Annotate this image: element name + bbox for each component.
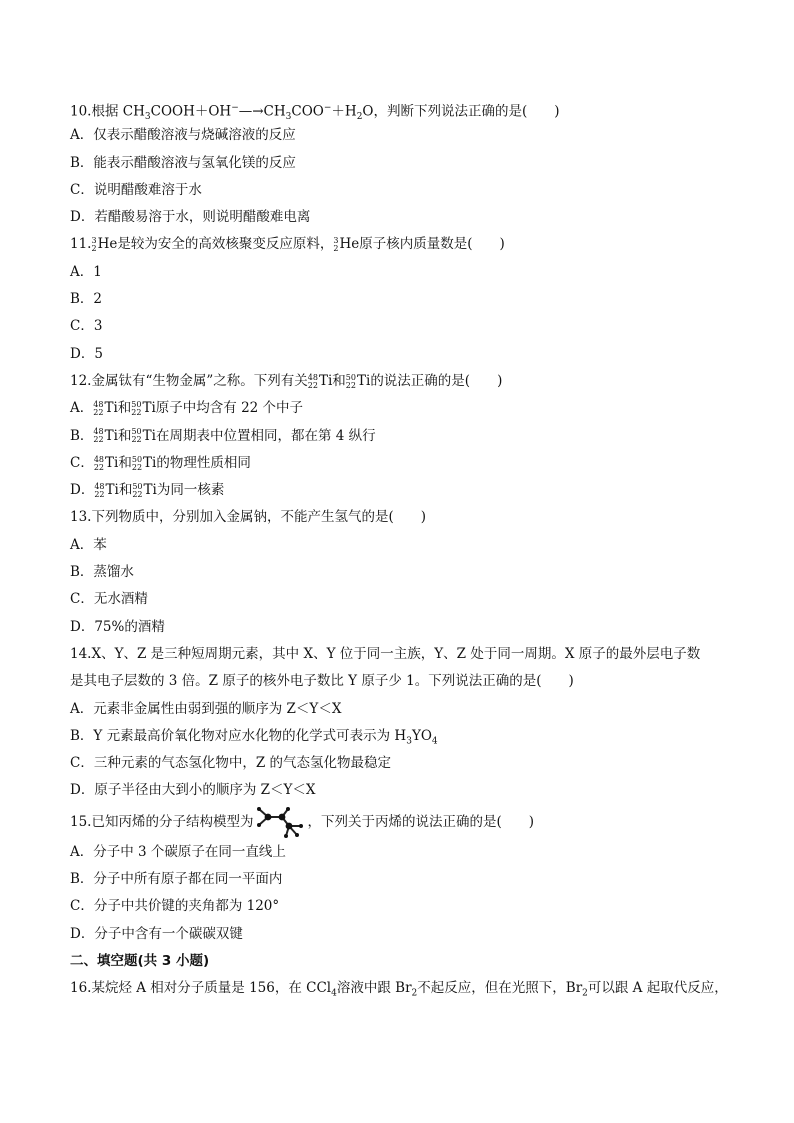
question-10-stem: 10.根据 $CH_3COOH+OH^-—\to CH_3COO^-+H_2O$，判断下列说法正确的是( ): [70, 103, 560, 123]
titanium-50-nuclide: 50 22 Ti: [131, 399, 156, 417]
question-15-option-a: A．分子中 3 个碳原子在同一直线上: [70, 843, 286, 860]
question-15-option-b: B．分子中所有原子都在同一平面内: [70, 871, 283, 888]
question-12-option-c: C． 48 22 Ti 和 50 22 Ti 的物理性质相同: [70, 450, 750, 477]
question-14-stem-line-1: 14.X、Y、Z 是三种短周期元素，其中 X、Y 位于同一主族，Y、Z 处于同一周期。X 原子的最外层电子数: [70, 645, 701, 662]
question-10-option-c: C．说明醋酸难溶于水: [70, 181, 202, 198]
question-13-option-c: C．无水酒精: [70, 591, 148, 608]
titanium-50-nuclide: 50 22 Ti: [131, 454, 157, 472]
question-12-stem: 12.金属钛有“生物金属”之称。下列有关 48 22 Ti 和 50 22 Ti 的说法正确的是( ): [70, 368, 750, 395]
propene-ball-and-stick-model: [255, 805, 305, 839]
question-14-option-b: B．Y 元素最高价氧化物对应水化物的化学式可表示为 $H_3YO_4$: [70, 727, 438, 747]
question-11-option-d: D．5: [70, 345, 103, 362]
question-14-option-c: C．三种元素的气态氢化物中，Z 的气态氢化物最稳定: [70, 755, 392, 772]
question-14-option-d: D．原子半径由大到小的顺序为 Z＜Y＜X: [70, 782, 316, 799]
question-14-stem-line-2: 是其电子层数的 3 倍。Z 原子的核外电子数比 Y 原子少 1。下列说法正确的是( ): [70, 673, 574, 690]
question-12-option-d: D． 48 22 Ti 和 50 22 Ti 为同一核素: [70, 477, 750, 504]
titanium-48-nuclide: 48 22 Ti: [93, 399, 118, 417]
question-12-option-b: B． 48 22 Ti 和 50 22 Ti 在周期表中位置相同，都在第 4 纵行: [70, 423, 750, 450]
question-13-stem: 13.下列物质中，分别加入金属钠，不能产生氢气的是( ): [70, 509, 427, 526]
question-11-option-c: C．3: [70, 318, 103, 335]
titanium-50-nuclide: 50 22 Ti: [131, 427, 156, 445]
question-10-option-b: B．能表示醋酸溶液与氢氧化镁的反应: [70, 154, 296, 171]
question-10-option-a: A．仅表示醋酸溶液与烧碱溶液的反应: [70, 127, 296, 144]
question-13-option-d: D．75%的酒精: [70, 618, 165, 635]
question-14-option-a: A．元素非金属性由弱到强的顺序为 Z＜Y＜X: [70, 700, 342, 717]
question-11-option-b: B．2: [70, 291, 103, 308]
question-10-option-d: D．若醋酸易溶于水，则说明醋酸难电离: [70, 209, 311, 226]
question-11-stem: 11. 3 2 He 是较为安全的高效核聚变反应原料， 3 2 He 原子核内质量数是( ): [70, 231, 750, 258]
question-13-option-a: A．苯: [70, 536, 107, 553]
question-16-stem: 16.某烷烃 A 相对分子质量是 156，在 CCl$_4$溶液中跟 $Br_2$不起反应，但在光照下，$Br_2$可以跟 A 起取代反应，: [70, 980, 728, 999]
question-sheet: [70, 95, 750, 1003]
question-13-option-b: B．蒸馏水: [70, 564, 134, 581]
titanium-48-nuclide: 48 22 Ti: [93, 454, 119, 472]
helium-3-nuclide: 3 2 He: [91, 236, 118, 254]
titanium-48-nuclide: 48 22 Ti: [93, 427, 118, 445]
section-heading-fill-in: 二、填空题(共 3 小题): [70, 952, 210, 969]
titanium-50-nuclide: 50 22 Ti: [345, 372, 371, 390]
question-15-stem: 15.已知丙烯的分子结构模型为 ，下列关于丙烯的说法正确的是( ): [70, 805, 750, 839]
question-11-option-a: A．1: [70, 263, 102, 280]
question-15-option-d: D．分子中含有一个碳碳双键: [70, 925, 243, 942]
helium-3-nuclide: 3 2 He: [333, 236, 360, 254]
question-12-option-a: A． 48 22 Ti 和 50 22 Ti 原子中均含有 22 个中子: [70, 395, 750, 422]
titanium-48-nuclide: 48 22 Ti: [307, 372, 333, 390]
question-15-option-c: C．分子中共价键的夹角都为 120°: [70, 898, 280, 915]
titanium-48-nuclide: 48 22 Ti: [94, 481, 119, 499]
titanium-50-nuclide: 50 22 Ti: [132, 481, 157, 499]
